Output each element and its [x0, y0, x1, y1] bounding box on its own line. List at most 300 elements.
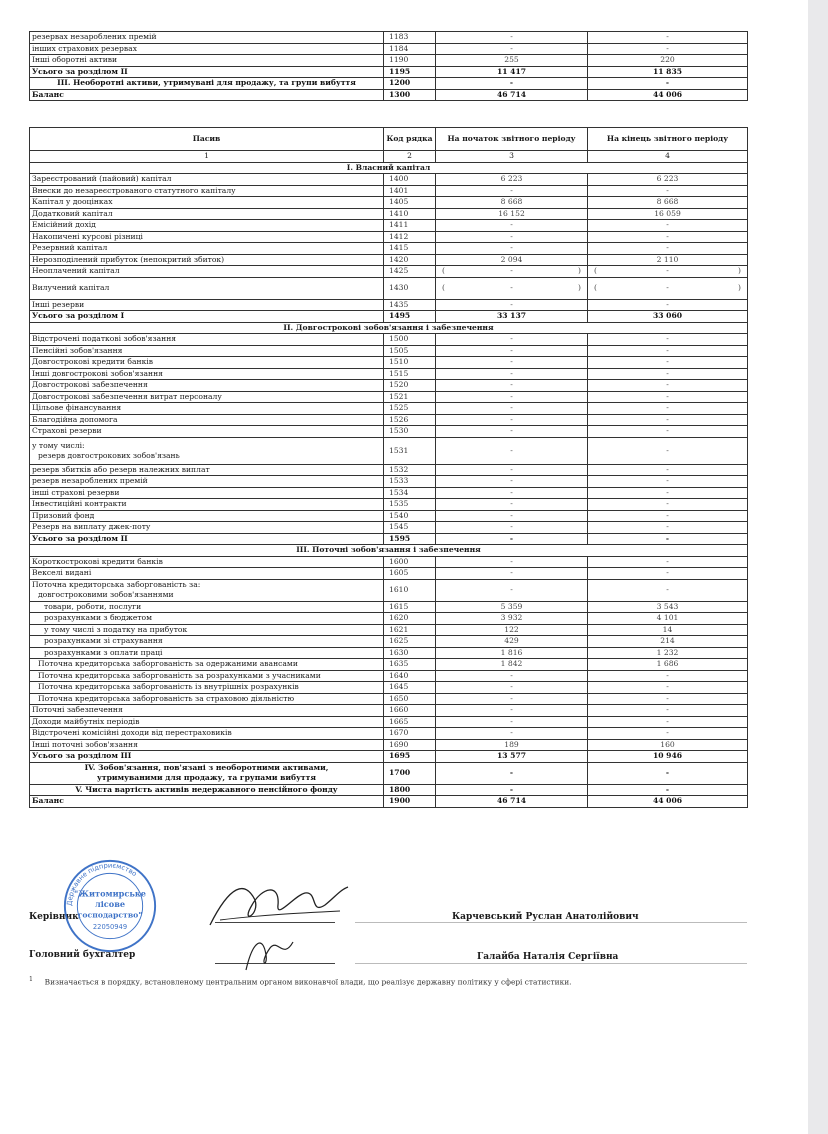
col-number-4: 4: [588, 151, 748, 163]
row-label: [30, 254, 384, 266]
row-label: [30, 437, 384, 464]
row-value-start: -: [436, 670, 588, 682]
table-row: [30, 380, 748, 392]
row-value-start: -: [436, 231, 588, 243]
row-code: 1410: [384, 208, 436, 220]
table-row: [30, 78, 748, 90]
row-label-text: Поточна кредиторська заборгованість за:: [32, 580, 201, 589]
table-row: [30, 414, 748, 426]
row-value-end: 1 686: [588, 659, 748, 671]
row-value-start: -: [436, 762, 588, 784]
table-row: [30, 487, 748, 499]
table-row: [30, 334, 748, 346]
row-value-end: 44 006: [588, 796, 748, 808]
row-value-start: -: [436, 499, 588, 511]
row-value-end: -: [588, 243, 748, 255]
table-row: [30, 682, 748, 694]
row-value-start: -: [436, 716, 588, 728]
row-label: [30, 464, 384, 476]
row-value-start: -: [436, 403, 588, 415]
row-value-start: -: [436, 705, 588, 717]
row-label-text: Вилучений капітал: [32, 283, 110, 292]
row-value-start: 16 152: [436, 208, 588, 220]
table-row: [30, 174, 748, 186]
header-code: Код рядка: [384, 128, 436, 151]
row-code: 1535: [384, 499, 436, 511]
row-label: [30, 185, 384, 197]
table-row: [30, 426, 748, 438]
row-label-text: розрахунками з оплати праці: [44, 647, 163, 657]
row-label: [30, 659, 384, 671]
table-row: [30, 568, 748, 580]
row-label-text: інших страхових резервах: [32, 43, 137, 53]
table-row: [30, 762, 748, 784]
table-row: [30, 510, 748, 522]
row-label-text: Доходи майбутніх періодів: [32, 716, 140, 726]
row-label: [30, 277, 384, 299]
row-value-end: 16 059: [588, 208, 748, 220]
row-value-end: -: [588, 426, 748, 438]
row-code: 1405: [384, 197, 436, 209]
row-value-start: -: [436, 556, 588, 568]
row-value-start: 255: [436, 55, 588, 67]
row-code: 1660: [384, 705, 436, 717]
row-code: 1425: [384, 266, 436, 278]
table-row: [30, 185, 748, 197]
row-label-text: Довгострокові забезпечення: [32, 380, 148, 390]
row-value-end: -: [588, 345, 748, 357]
row-value-end: -: [588, 437, 748, 464]
row-label-text: Інші поточні зобов'язання: [32, 739, 138, 749]
row-label: [30, 784, 384, 796]
footnote-text: Визначається в порядку, встановленому центральним органом виконавчої влади, що реалізує державну політику у сфері статистики.: [44, 977, 572, 987]
row-label-text: розрахунками з бюджетом: [44, 613, 153, 623]
table-row: [30, 357, 748, 369]
row-label: [30, 197, 384, 209]
row-label-text: V. Чиста вартість активів недержавного пенсійного фонду: [75, 784, 338, 794]
row-label: [30, 426, 384, 438]
row-label-text: розрахунками зі страхування: [44, 636, 163, 646]
table-row: [30, 476, 748, 488]
table-row: [30, 624, 748, 636]
stamp-line-1: "Житомирське: [74, 888, 146, 899]
table-row: [30, 659, 748, 671]
table-row: [30, 556, 748, 568]
row-value-end: -: [588, 499, 748, 511]
row-label: [30, 568, 384, 580]
row-value-end: -: [588, 357, 748, 369]
row-label: [30, 334, 384, 346]
row-label: [30, 174, 384, 186]
row-label-text: інші страхові резерви: [32, 487, 120, 497]
table-row: [30, 55, 748, 67]
row-code: 1620: [384, 613, 436, 625]
row-value-text: -: [666, 266, 669, 276]
head-handwritten-signature: [200, 875, 350, 935]
row-value-end: -: [588, 487, 748, 499]
row-label-text: III. Необоротні активи, утримувані для продажу, та групи вибуття: [57, 78, 356, 88]
head-name-line: [355, 922, 747, 923]
row-value-end: -: [588, 510, 748, 522]
table-row: [30, 208, 748, 220]
row-value-start: -: [436, 784, 588, 796]
row-label: [30, 380, 384, 392]
row-code: 1200: [384, 78, 436, 90]
row-value-end: -: [588, 464, 748, 476]
row-label: [30, 391, 384, 403]
row-value-end: -: [588, 414, 748, 426]
head-name: Карчевський Руслан Анатолійович: [452, 912, 639, 922]
row-value-start: -: [436, 579, 588, 601]
row-label: [30, 476, 384, 488]
row-value-end: 11 835: [588, 66, 748, 78]
row-code: 1420: [384, 254, 436, 266]
row-value-text: -: [666, 283, 669, 292]
row-value-end: -: [588, 716, 748, 728]
row-label-text: Баланс: [32, 89, 64, 99]
row-value-end: -: [588, 476, 748, 488]
table-row: [30, 220, 748, 232]
table-row: [30, 522, 748, 534]
accountant-handwritten-signature: [238, 930, 298, 975]
table-row: [30, 437, 748, 464]
row-value-end: -: [588, 728, 748, 740]
stamp-code: 22050949: [92, 923, 128, 932]
row-label-text: Усього за розділом I: [32, 311, 125, 321]
section-heading-row: [30, 545, 748, 557]
row-value-end: 10 946: [588, 751, 748, 763]
col-number-3: 3: [436, 151, 588, 163]
row-label: [30, 414, 384, 426]
row-code: 1800: [384, 784, 436, 796]
table-row: [30, 739, 748, 751]
row-value-start: -: [436, 299, 588, 311]
table-row: [30, 647, 748, 659]
row-value-text: -: [510, 283, 513, 292]
row-value-end: 1 232: [588, 647, 748, 659]
row-label: [30, 636, 384, 648]
row-code: 1190: [384, 55, 436, 67]
row-code: 1195: [384, 66, 436, 78]
footnote-marker: 1: [29, 976, 33, 983]
row-label: [30, 357, 384, 369]
row-value-end: -: [588, 682, 748, 694]
row-value-end: -: [588, 299, 748, 311]
row-value-start: [436, 277, 588, 299]
row-label-text: Усього за розділом II: [32, 533, 128, 543]
row-value-start: -: [436, 533, 588, 545]
row-code: 1500: [384, 334, 436, 346]
row-value-start: -: [436, 345, 588, 357]
table-row: [30, 613, 748, 625]
row-label: [30, 762, 384, 784]
row-value-end: -: [588, 522, 748, 534]
company-stamp: [62, 858, 158, 954]
row-value-start: 5 359: [436, 601, 588, 613]
row-code: 1670: [384, 728, 436, 740]
row-code: 1900: [384, 796, 436, 808]
row-value-start: -: [436, 487, 588, 499]
row-value-end: [588, 266, 748, 278]
table-row: [30, 277, 748, 299]
table-row: [30, 368, 748, 380]
table-row: [30, 579, 748, 601]
row-label: [30, 266, 384, 278]
paren-close: ): [738, 266, 741, 276]
row-code: 1515: [384, 368, 436, 380]
row-value-start: -: [436, 568, 588, 580]
row-label-text: Інші довгострокові зобов'язання: [32, 368, 163, 378]
table-row: [30, 299, 748, 311]
row-value-end: 2 110: [588, 254, 748, 266]
paren-close: ): [578, 266, 581, 276]
header-period-start: На початок звітного періоду: [436, 128, 588, 151]
row-value-start: -: [436, 357, 588, 369]
viewer-edge: [808, 0, 828, 1134]
row-value-start: -: [436, 368, 588, 380]
table-row: [30, 345, 748, 357]
row-code: 1645: [384, 682, 436, 694]
row-value-start: -: [436, 32, 588, 44]
row-label-text: Поточна кредиторська заборгованість за страховою діяльністю: [38, 693, 295, 703]
row-code: 1530: [384, 426, 436, 438]
column-number-row: [30, 151, 748, 163]
row-label: [30, 208, 384, 220]
row-value-start: 13 577: [436, 751, 588, 763]
liabilities-table: [29, 127, 748, 808]
row-label: [30, 403, 384, 415]
row-value-end: -: [588, 78, 748, 90]
table-row: [30, 231, 748, 243]
row-code: 1510: [384, 357, 436, 369]
table-row: [30, 254, 748, 266]
row-value-start: 1 842: [436, 659, 588, 671]
row-value-start: 46 714: [436, 796, 588, 808]
row-label: [30, 693, 384, 705]
table-row: [30, 670, 748, 682]
header-period-end: На кінець звітного періоду: [588, 128, 748, 151]
row-value-end: 44 006: [588, 89, 748, 101]
row-label: [30, 487, 384, 499]
row-value-start: -: [436, 510, 588, 522]
row-value-start: -: [436, 78, 588, 90]
row-value-start: -: [436, 522, 588, 534]
table-row: [30, 693, 748, 705]
stamp-line-3: господарство": [77, 910, 143, 920]
row-value-start: -: [436, 437, 588, 464]
row-value-start: 11 417: [436, 66, 588, 78]
row-label-text: Інші резерви: [32, 299, 85, 309]
paren-close: ): [738, 283, 741, 292]
row-value-end: -: [588, 533, 748, 545]
row-code: 1665: [384, 716, 436, 728]
row-label-text: Інші оборотні активи: [32, 55, 118, 65]
row-label-text: Капітал у дооцінках: [32, 197, 113, 207]
row-label: [30, 43, 384, 55]
row-code: 1695: [384, 751, 436, 763]
row-code: 1400: [384, 174, 436, 186]
row-label: [30, 647, 384, 659]
row-label-text: Призовий фонд: [32, 510, 95, 520]
row-label-text: Усього за розділом III: [32, 751, 132, 761]
row-value-end: 220: [588, 55, 748, 67]
row-label: [30, 66, 384, 78]
row-label-text: Зареєстрований (пайовий) капітал: [32, 174, 172, 184]
row-value-end: 8 668: [588, 197, 748, 209]
row-code: 1595: [384, 533, 436, 545]
row-label-text: Баланс: [32, 796, 64, 806]
row-value-end: 14: [588, 624, 748, 636]
row-value-start: -: [436, 476, 588, 488]
row-value-start: -: [436, 380, 588, 392]
col-number-1: 1: [30, 151, 384, 163]
table-row: [30, 66, 748, 78]
accountant-label: Головний бухгалтер: [29, 950, 136, 960]
row-value-start: -: [436, 426, 588, 438]
row-label: [30, 55, 384, 67]
table-row: [30, 43, 748, 55]
row-value-end: 214: [588, 636, 748, 648]
row-value-start: -: [436, 728, 588, 740]
table-row: [30, 311, 748, 323]
row-value-start: -: [436, 693, 588, 705]
row-label: [30, 368, 384, 380]
row-value-start: 3 932: [436, 613, 588, 625]
row-label: [30, 533, 384, 545]
row-label-text: Цільове фінансування: [32, 403, 122, 413]
row-code: 1690: [384, 739, 436, 751]
row-value-start: 429: [436, 636, 588, 648]
table-row: [30, 716, 748, 728]
row-label-text: Нерозподілений прибуток (непокритий збиток): [32, 254, 225, 264]
section-heading-row: [30, 162, 748, 174]
row-label-text: Векселі видані: [32, 568, 92, 578]
row-code: 1621: [384, 624, 436, 636]
table-row: [30, 751, 748, 763]
accountant-name: Галайба Наталія Сергіївна: [477, 952, 619, 962]
row-label-text: Довгострокові кредити банків: [32, 357, 154, 367]
row-value-start: -: [436, 220, 588, 232]
row-code: 1615: [384, 601, 436, 613]
row-value-end: [588, 277, 748, 299]
row-value-start: -: [436, 464, 588, 476]
row-label: [30, 78, 384, 90]
row-code: 1411: [384, 220, 436, 232]
row-code: 1495: [384, 311, 436, 323]
row-code: 1625: [384, 636, 436, 648]
row-label-text: Внески до незареєстрованого статутного капіталу: [32, 185, 236, 195]
paren-open: (: [594, 266, 597, 276]
table-row: [30, 705, 748, 717]
row-label-text: Резервний капітал: [32, 243, 108, 253]
row-label-text: резерв незароблених премій: [32, 476, 148, 486]
row-value-end: -: [588, 32, 748, 44]
col-number-2: 2: [384, 151, 436, 163]
row-value-end: 33 060: [588, 311, 748, 323]
row-value-end: -: [588, 185, 748, 197]
table-row: [30, 89, 748, 101]
row-label-text: Короткострокові кредити банків: [32, 556, 163, 566]
row-value-end: -: [588, 693, 748, 705]
row-label-text: Усього за розділом II: [32, 66, 128, 76]
row-label: [30, 510, 384, 522]
table-row: [30, 784, 748, 796]
table-row: [30, 266, 748, 278]
row-code: 1184: [384, 43, 436, 55]
row-label: [30, 89, 384, 101]
paren-open: (: [594, 283, 597, 292]
row-code: 1435: [384, 299, 436, 311]
row-value-end: -: [588, 556, 748, 568]
paren-open: (: [442, 266, 445, 276]
row-label: [30, 522, 384, 534]
row-label: [30, 613, 384, 625]
row-value-start: 33 137: [436, 311, 588, 323]
paren-open: (: [442, 283, 445, 292]
row-value-end: 6 223: [588, 174, 748, 186]
row-value-end: -: [588, 670, 748, 682]
section-heading-row: [30, 322, 748, 334]
row-label-text: Довгострокові забезпечення витрат персоналу: [32, 391, 222, 401]
row-value-start: 1 816: [436, 647, 588, 659]
row-value-start: -: [436, 391, 588, 403]
row-value-start: -: [436, 414, 588, 426]
row-label: [30, 624, 384, 636]
row-label-text: Поточна кредиторська заборгованість за одержаними авансами: [38, 659, 298, 669]
section-title: III. Поточні зобов'язання і забезпечення: [30, 545, 748, 557]
assets-continuation-table: [29, 31, 748, 101]
row-label: [30, 556, 384, 568]
row-label-text: Поточна кредиторська заборгованість за розрахунками з учасниками: [38, 670, 321, 680]
stamp-line-2: лісове: [94, 898, 126, 909]
row-code: 1534: [384, 487, 436, 499]
row-code: 1630: [384, 647, 436, 659]
row-value-end: 3 543: [588, 601, 748, 613]
row-code: 1610: [384, 579, 436, 601]
row-value-end: -: [588, 762, 748, 784]
row-code: 1521: [384, 391, 436, 403]
row-label: [30, 739, 384, 751]
row-label-text: Поточна кредиторська заборгованість із внутрішніх розрахунків: [38, 682, 299, 692]
row-value-start: -: [436, 334, 588, 346]
table-row: [30, 796, 748, 808]
head-label: Керівник: [29, 912, 79, 922]
row-code: 1605: [384, 568, 436, 580]
row-label-text: резервах незароблених премій: [32, 32, 157, 42]
footnote: [29, 976, 571, 986]
row-value-end: -: [588, 784, 748, 796]
row-label-text-2: резерв довгострокових зобов'язань: [38, 450, 180, 460]
row-value-end: -: [588, 231, 748, 243]
row-code: 1650: [384, 693, 436, 705]
row-value-end: -: [588, 220, 748, 232]
row-label: [30, 751, 384, 763]
row-label-text: у тому числі з податку на прибуток: [44, 624, 188, 634]
row-label: [30, 682, 384, 694]
row-code: 1525: [384, 403, 436, 415]
row-label: [30, 220, 384, 232]
row-value-start: 46 714: [436, 89, 588, 101]
row-code: 1640: [384, 670, 436, 682]
row-label: [30, 579, 384, 601]
row-label: [30, 601, 384, 613]
row-code: 1300: [384, 89, 436, 101]
row-label-text: товари, роботи, послуги: [44, 601, 142, 611]
row-label: [30, 311, 384, 323]
row-code: 1520: [384, 380, 436, 392]
row-value-end: -: [588, 380, 748, 392]
row-label: [30, 705, 384, 717]
